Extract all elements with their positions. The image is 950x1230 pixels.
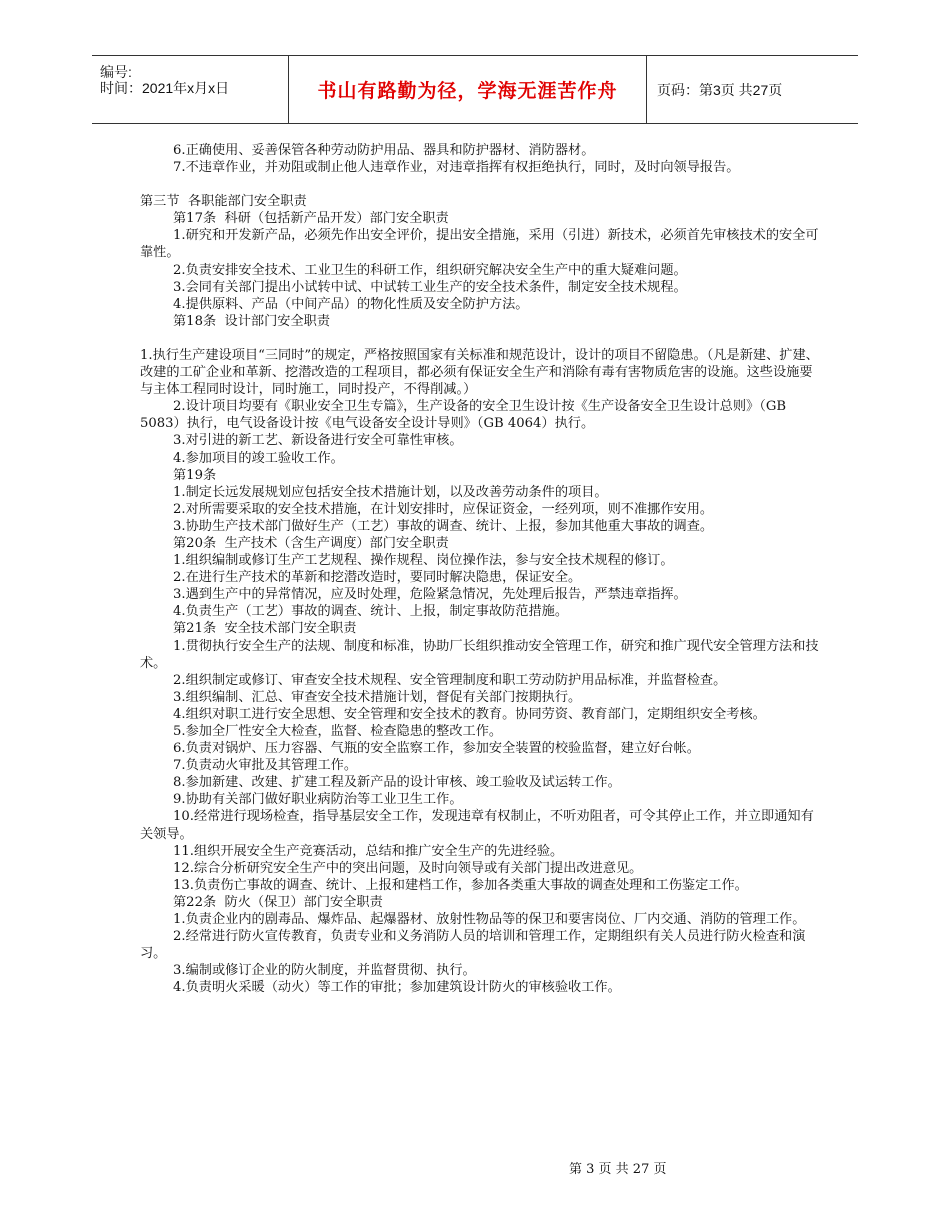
body-paragraph: 2.设计项目均要有《职业安全卫生专篇》，生产设备的安全卫生设计按《生产设备安全卫生设计总则》（GB [173, 399, 787, 415]
header-page-label: 页码：第3页 共27页 [657, 81, 783, 98]
body-paragraph: 第21条 安全技术部门安全职责 [173, 621, 357, 637]
blank-line [140, 330, 820, 347]
body-paragraph: 3.组织编制、汇总、审查安全技术措施计划，督促有关部门按期执行。 [173, 689, 582, 705]
body-paragraph: 1.贯彻执行安全生产的法规、制度和标准，协助厂长组织推动安全管理工作，研究和推广现代安全管理方法和技术。 [140, 638, 819, 671]
header-motto: 书山有路勤为径，学海无涯苦作舟 [288, 56, 647, 123]
blank-line [140, 176, 820, 193]
body-paragraph: 4.参加项目的竣工验收工作。 [173, 450, 344, 466]
body-paragraph: 9.协助有关部门做好职业病防治等工业卫生工作。 [173, 792, 463, 808]
body-paragraph: 4.负责生产（工艺）事故的调查、统计、上报，制定事故防范措施。 [173, 604, 569, 620]
body-paragraph: 3.对引进的新工艺、新设备进行安全可靠性审核。 [173, 433, 463, 449]
body-paragraph: 2.负责安排安全技术、工业卫生的科研工作，组织研究解决安全生产中的重大疑难问题。 [173, 262, 687, 278]
body-paragraph: 1.研究和开发新产品，必须先作出安全评价，提出安全措施，采用（引进）新技术，必须首先审核技术的安全可靠性。 [140, 228, 819, 261]
body-paragraph: 第17条 科研（包括新产品开发）部门安全职责 [173, 211, 449, 227]
body-paragraph: 12.综合分析研究安全生产中的突出问题，及时向领导或有关部门提出改进意见。 [173, 860, 643, 876]
body-paragraph: 第18条 设计部门安全职责 [173, 313, 331, 329]
body-paragraph: 3.会同有关部门提出小试转中试、中试转工业生产的安全技术条件，制定安全技术规程。 [173, 279, 687, 295]
body-paragraph: 13.负责伤亡事故的调查、统计、上报和建档工作，参加各类重大事故的调查处理和工伤鉴定工作。 [173, 877, 748, 893]
document-time-label: 时间：2021年x月x日 [100, 80, 230, 96]
body-paragraph: 7.不违章作业，并劝阻或制止他人违章作业，对违章指挥有权拒绝执行，同时，及时向领导报告。 [173, 160, 740, 176]
body-paragraph: 2.在进行生产技术的革新和挖潜改造时，要同时解决隐患，保证安全。 [173, 570, 582, 586]
body-paragraph: 7.负责动火审批及其管理工作。 [173, 758, 358, 774]
body-paragraph: 第三节 各职能部门安全职责 [140, 194, 307, 210]
body-paragraph: 3.遇到生产中的异常情况，应及时处理，危险紧急情况，先处理后报告，严禁违章指挥。 [173, 587, 687, 603]
body-paragraph: 第20条 生产技术（含生产调度）部门安全职责 [173, 535, 449, 551]
body-paragraph: 2.组织制定或修订、审查安全技术规程、安全管理制度和职工劳动防护用品标准，并监督检查。 [173, 672, 727, 688]
body-paragraph: 3.协助生产技术部门做好生产（工艺）事故的调查、统计、上报，参加其他重大事故的调查。 [173, 518, 714, 534]
body-paragraph: 2.经常进行防火宣传教育，负责专业和义务消防人员的培训和管理工作，定期组织有关人员进行防火检查和演习。 [140, 929, 806, 962]
body-paragraph: 1.制定长远发展规划应包括安全技术措施计划，以及改善劳动条件的项目。 [173, 484, 608, 500]
header-meta [92, 56, 288, 123]
footer-page-number: 第 3 页 共 27 页 [569, 1162, 667, 1177]
document-body [140, 142, 820, 997]
body-paragraph: 第22条 防火（保卫）部门安全职责 [173, 894, 383, 910]
body-paragraph: 2.对所需要采取的安全技术措施，在计划安排时，应保证资金，一经列项，则不准挪作安用。 [173, 501, 714, 517]
body-paragraph: 5083）执行，电气设备设计按《电气设备安全设计导则》（GB 4064）执行。 [140, 416, 595, 432]
body-paragraph: 8.参加新建、改建、扩建工程及新产品的设计审核、竣工验收及试运转工作。 [173, 775, 621, 791]
body-paragraph: 4.负责明火采暖（动火）等工作的审批；参加建筑设计防火的审核验收工作。 [173, 980, 621, 996]
body-paragraph: 4.组织对职工进行安全思想、安全管理和安全技术的教育。协同劳资、教育部门，定期组织安全考核。 [173, 706, 766, 722]
body-paragraph: 1.负责企业内的剧毒品、爆炸品、起爆器材、放射性物品等的保卫和要害岗位、厂内交通、消防的管理工作。 [173, 912, 806, 928]
body-paragraph: 6.正确使用、妥善保管各种劳动防护用品、器具和防护器材、消防器材。 [173, 143, 595, 158]
document-number-label: 编号: [100, 64, 132, 80]
page-header [92, 55, 858, 124]
body-paragraph: 3.编制或修订企业的防火制度，并监督贯彻、执行。 [173, 963, 476, 979]
body-paragraph: 10.经常进行现场检查，指导基层安全工作，发现违章有权制止，不听劝阻者，可令其停止工作，并立即通知有关领导。 [140, 809, 814, 842]
body-paragraph: 11.组织开展安全生产竞赛活动，总结和推广安全生产的先进经验。 [173, 843, 564, 859]
body-paragraph: 1.执行生产建设项目“三同时”的规定，严格按照国家有关标准和规范设计，设计的项目不留隐患。（凡是新建、扩建、改建的工矿企业和革新、挖潜改造的工程项目，都必须有保证安全生产和消除有毒有害物质危害的设施。这些设施要与主体工程同时设计，同时施工，同时投产，不得削减。） [140, 347, 819, 398]
body-paragraph: 4.提供原料、产品（中间产品）的物化性质及安全防护方法。 [173, 296, 529, 312]
body-paragraph: 6.负责对锅炉、压力容器、气瓶的安全监察工作，参加安全装置的校验监督，建立好台帐。 [173, 741, 700, 757]
body-paragraph: 1.组织编制或修订生产工艺规程、操作规程、岗位操作法，参与安全技术规程的修订。 [173, 553, 674, 569]
body-paragraph: 第19条 [173, 467, 217, 483]
body-paragraph: 5.参加全厂性安全大检查，监督、检查隐患的整改工作。 [173, 724, 503, 739]
